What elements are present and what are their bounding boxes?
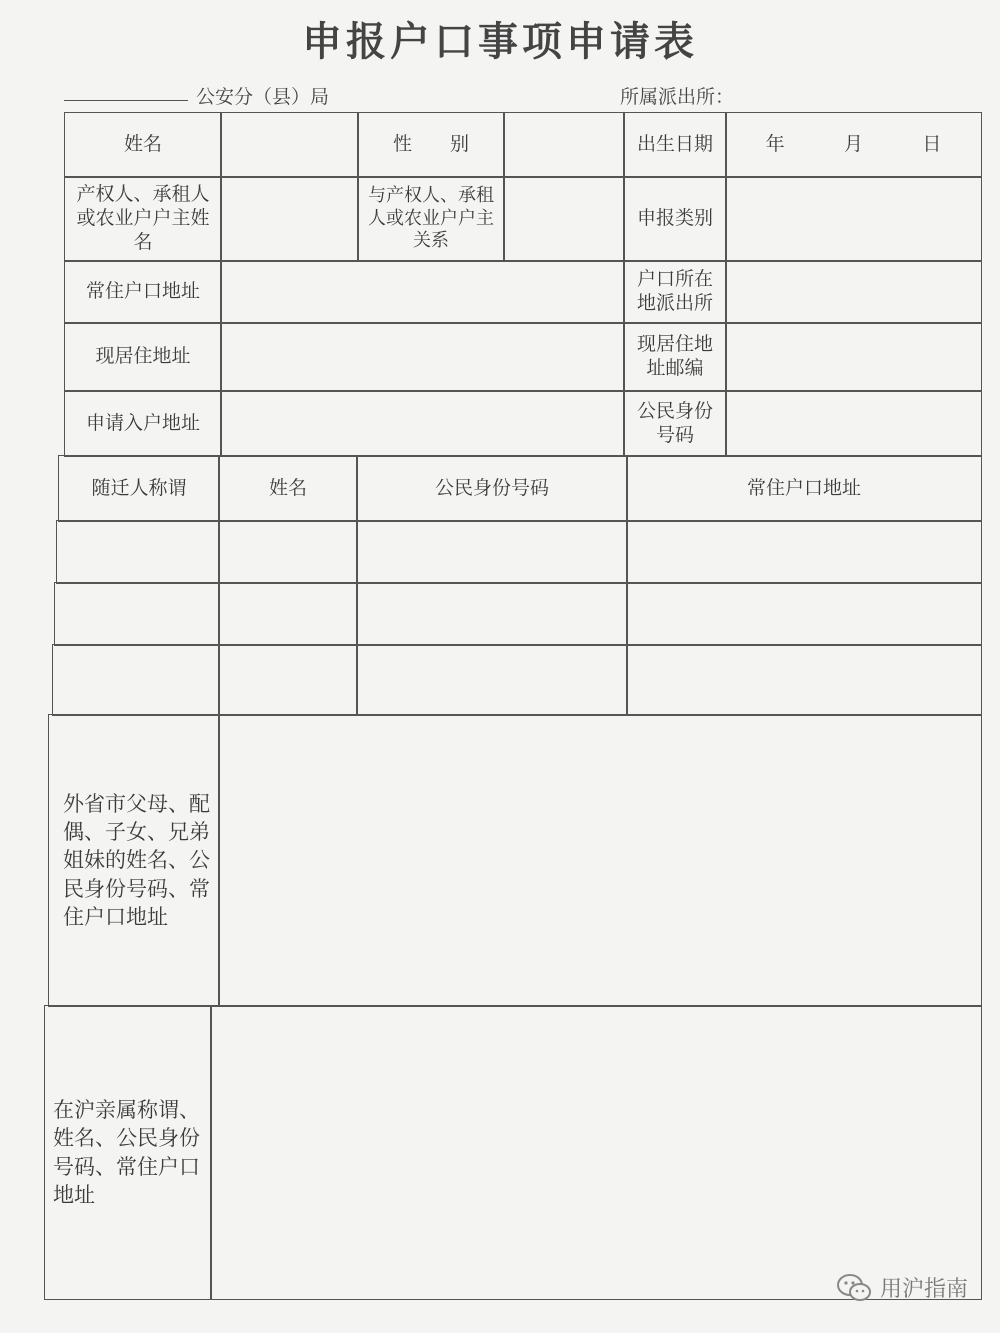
table-row-cell[interactable] bbox=[56, 520, 220, 584]
current-address-label: 现居住地址 bbox=[64, 322, 222, 392]
name-label: 姓名 bbox=[64, 112, 222, 178]
companion-address-header: 常住户口地址 bbox=[626, 455, 982, 522]
relation-to-owner-field[interactable] bbox=[503, 176, 625, 262]
permanent-address-label: 常住户口地址 bbox=[64, 260, 222, 324]
current-address-field[interactable] bbox=[220, 322, 625, 392]
watermark-text: 用沪指南 bbox=[879, 1277, 968, 1302]
companion-relationship-header: 随迁人称谓 bbox=[58, 455, 220, 522]
bureau-blank-line bbox=[64, 100, 188, 101]
gender-field[interactable] bbox=[503, 112, 625, 178]
relation-to-owner-label: 与产权人、承租人或农业户户主关系 bbox=[357, 176, 505, 262]
outside-relatives-field[interactable] bbox=[218, 714, 982, 1007]
permanent-address-field[interactable] bbox=[220, 260, 625, 324]
application-type-label: 申报类别 bbox=[623, 176, 727, 262]
form-title: 申报户口事项申请表 bbox=[302, 19, 698, 65]
application-type-field[interactable] bbox=[725, 176, 982, 262]
table-row-cell[interactable] bbox=[626, 582, 982, 646]
requested-address-field[interactable] bbox=[220, 390, 625, 457]
table-row-cell[interactable] bbox=[52, 644, 220, 716]
police-station-label: 所属派出所： bbox=[620, 86, 735, 108]
birth-date-label: 出生日期 bbox=[623, 112, 727, 178]
gender-label: 性 别 bbox=[357, 112, 505, 178]
table-row-cell[interactable] bbox=[626, 644, 982, 716]
table-row-cell[interactable] bbox=[356, 644, 628, 716]
wechat-icon bbox=[836, 1273, 872, 1303]
companion-id-header: 公民身份号码 bbox=[356, 455, 628, 522]
birth-date-field[interactable] bbox=[725, 112, 982, 178]
application-form-table bbox=[44, 112, 982, 1300]
companion-name-header: 姓名 bbox=[218, 455, 358, 522]
watermark bbox=[836, 1272, 968, 1303]
table-row-cell[interactable] bbox=[218, 520, 358, 584]
shanghai-relatives-field[interactable] bbox=[210, 1005, 982, 1300]
current-postcode-label: 现居住地址邮编 bbox=[623, 322, 727, 392]
table-row-cell[interactable] bbox=[218, 582, 358, 646]
month-unit: 月 bbox=[843, 133, 863, 156]
household-police-station-label: 户口所在地派出所 bbox=[623, 260, 727, 324]
outside-relatives-label: 外省市父母、配偶、子女、兄弟姐妹的姓名、公民身份号码、常住户口地址 bbox=[48, 714, 220, 1007]
name-field[interactable] bbox=[220, 112, 359, 178]
day-unit: 日 bbox=[922, 133, 942, 156]
table-row-cell[interactable] bbox=[356, 520, 628, 584]
year-unit: 年 bbox=[765, 133, 785, 156]
current-postcode-field[interactable] bbox=[725, 322, 982, 392]
table-row-cell[interactable] bbox=[356, 582, 628, 646]
citizen-id-field[interactable] bbox=[725, 390, 982, 457]
owner-name-label: 产权人、承租人或农业户户主姓名 bbox=[64, 176, 222, 262]
requested-address-label: 申请入户地址 bbox=[64, 390, 222, 457]
shanghai-relatives-label: 在沪亲属称谓、姓名、公民身份号码、常住户口地址 bbox=[44, 1005, 212, 1300]
household-police-station-field[interactable] bbox=[725, 260, 982, 324]
citizen-id-label: 公民身份号码 bbox=[623, 390, 727, 457]
table-row-cell[interactable] bbox=[54, 582, 220, 646]
owner-name-field[interactable] bbox=[220, 176, 359, 262]
table-row-cell[interactable] bbox=[218, 644, 358, 716]
police-bureau-label: 公安分（县）局 bbox=[196, 86, 330, 108]
table-row-cell[interactable] bbox=[626, 520, 982, 584]
